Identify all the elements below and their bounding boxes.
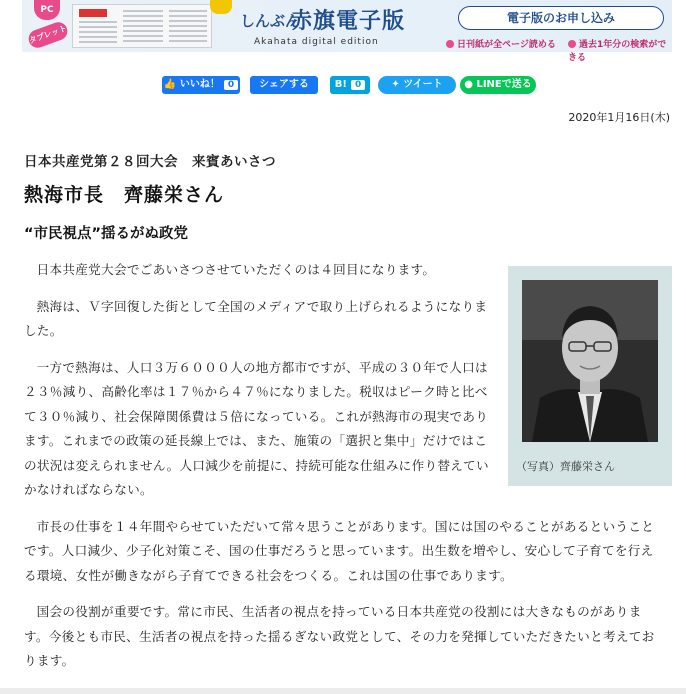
pink-dot-icon xyxy=(568,40,576,48)
facebook-share-button[interactable]: シェアする xyxy=(250,76,318,94)
publish-date: 2020年1月16日(木) xyxy=(568,111,670,124)
footer-divider xyxy=(0,688,686,694)
article-headline: 熱海市長 齊藤栄さん xyxy=(24,184,225,206)
paragraph-2: 熱海は、Ｖ字回復した街として全国のメディアで取り上げられるようになりました。 xyxy=(24,298,488,338)
feature-all-pages: 日刊紙が全ページ読める xyxy=(446,37,556,50)
tablet-badge: タブレット xyxy=(26,20,70,51)
portrait-photo xyxy=(522,280,658,442)
paragraph-1: 日本共産党大会でごあいさつさせていただくのは４回目になります。 xyxy=(36,262,436,277)
tweet-button[interactable]: ✦ ツイート xyxy=(378,76,456,94)
twitter-bird-icon: ✦ xyxy=(391,79,400,90)
brand-prefix: しんぶん xyxy=(240,12,301,30)
line-icon: ● xyxy=(464,79,473,90)
paragraph-3: 一方で熱海は、人口３万６０００人の地方都市ですが、平成の３０年で人口は２３％減り、高齢化率は１７％から４７％になりました。税収はピーク時と比べて３０％減り、社会保障関係費は５倍になっている。これが熱海市の現実であります。これまでの政策の延長線上では、また、施策の「選択と集中」だけではこの状況は変えられません。人口減少を前提に、持続可能な仕組みに作り替えていかなければならない。 xyxy=(24,359,489,497)
newspaper-thumbnail xyxy=(72,4,212,48)
facebook-like-button[interactable]: 👍 いいね！ 0 xyxy=(162,76,240,94)
brand-title: 赤旗電子版 xyxy=(290,9,406,34)
apply-button[interactable]: 電子版のお申し込み xyxy=(458,6,664,30)
pink-dot-icon xyxy=(446,40,454,48)
ok-badge-icon xyxy=(210,0,232,14)
photo-box xyxy=(508,266,672,486)
akahata-digital-banner[interactable] xyxy=(22,0,672,63)
thumbs-up-icon: 👍 xyxy=(163,79,177,90)
paragraph-4: 市長の仕事を１４年間やらせていただいて常々思うことがあります。国には国のやることがあるということです。人口減少、少子化対策こそ、国の仕事だろうと思っています。出生数を増やし、安心して子育てを行える環境、女性が働きながら子育てできる社会をつくる。これは国の仕事であります。 xyxy=(24,518,655,583)
line-send-button[interactable]: ● LINEで送る xyxy=(460,76,536,94)
article-subhead: “市民視点”揺るがぬ政党 xyxy=(24,226,189,242)
hatena-bookmark-button[interactable]: B! 0 xyxy=(330,76,370,94)
photo-caption: （写真）齊藤栄さん xyxy=(516,460,615,473)
paragraph-5: 国会の役割が重要です。常に市民、生活者の視点を持っている日本共産党の役割には大きなものがあります。今後とも市民、生活者の視点を持った揺るぎない政党として、その力を発揮していただきたいと考えております。 xyxy=(24,604,655,668)
feature-search: 過去1年分の検索ができる xyxy=(568,40,667,63)
article-kicker: 日本共産党第２８回大会 来賓あいさつ xyxy=(24,154,276,170)
pc-badge: PC xyxy=(34,0,60,20)
brand-subtitle: Akahata digital edition xyxy=(254,37,379,47)
